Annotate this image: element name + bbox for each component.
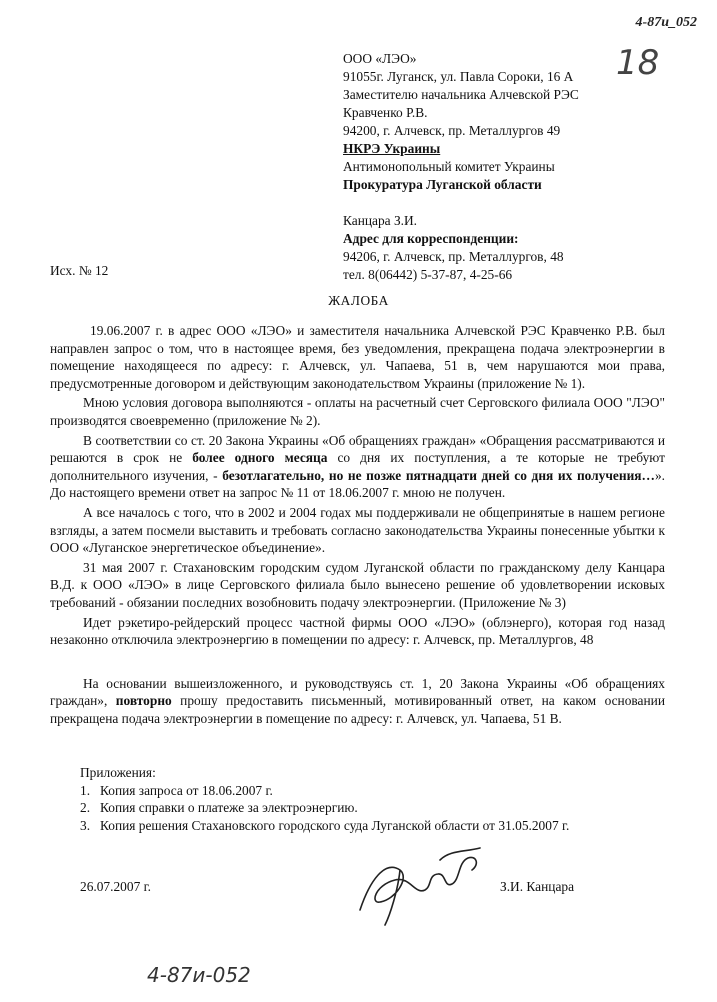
addressee-prosecutor: Прокуратура Луганской области — [343, 177, 542, 192]
addressee-line: Кравченко Р.В. — [343, 105, 428, 120]
document-id: 4-87и_052 — [635, 15, 697, 30]
paragraph-payments: Мною условия договора выполняются - оплаты на расчетный счет Серговского филиала ООО "ЛЭО" производятся своевременно (приложение № 2). — [50, 395, 665, 428]
addressee-line: Антимонопольный комитет Украины — [343, 159, 555, 174]
paragraph-law-citation: В соответствии со ст. 20 Закона Украины «Об обращениях граждан» «Обращения рассматриваются и решаются в срок не более одного месяца со дня их поступления, а те которые не требуют дополнительного изучения, - безотлагательно, но не позже пятнадцати дней со дня их получения…». До настоящего времени ответ на запрос № 11 от 18.06.2007 г. мною не получен. — [50, 432, 665, 501]
attachment-item: 1. Копия запроса от 18.06.2007 г. — [80, 782, 273, 798]
document-date: 26.07.2007 г. — [80, 879, 151, 894]
signer-name: З.И. Канцара — [500, 879, 575, 894]
paragraph-background: А все началось с того, что в 2002 и 2004 годах мы поддерживали не общепринятые в нашем регионе взгляды, а затем посмели выставить и требовать согласно законодательства Украины понесенные убытки к ООО «Луганское энергетическое объединение». — [50, 504, 665, 556]
addressee-line: ООО «ЛЭО» — [343, 51, 417, 66]
attachments-list — [80, 764, 670, 834]
paragraph-court-decision: 31 мая 2007 г. Стахановским городским судом Луганской области по гражданскому делу Канцара В.Д. к ООО «ЛЭО» в лице Серговского филиала было вынесено решение об удовлетворении исковых требований - обязании последних возобновить подачу электроэнергии. (Приложение № 3) — [50, 559, 665, 610]
sender-phone: тел. 8(06442) 5-37-87, 4-25-66 — [343, 267, 513, 282]
addressee-line: 94200, г. Алчевск, пр. Металлургов 49 — [343, 123, 561, 138]
addressee-line: 91055г. Луганск, ул. Павла Сороки, 16 А — [343, 69, 574, 84]
outgoing-number: Исх. № 12 — [50, 263, 109, 278]
document-title: ЖАЛОБА — [328, 293, 389, 308]
correspondence-address-label: Адрес для корреспонденции: — [343, 231, 519, 246]
handwritten-archive-ref — [145, 960, 265, 990]
attachment-item: 2. Копия справки о платеже за электроэнергию. — [80, 800, 358, 816]
addressee-spacer — [343, 194, 683, 212]
attachments-heading: Приложения: — [80, 765, 156, 780]
paragraph-request: 19.06.2007 г. в адрес ООО «ЛЭО» и заместителя начальника Алчевской РЭС Кравченко Р.В. был направлен запрос о том, что в настоящее время, без уведомления, прекращена подача электроэнергии в помещение находящееся по адресу: г. Алчевск, ул. Чапаева, 51 в, чем нарушаются мои права, предусмотренные договором и действующим законодательством Украины (приложение № 1). — [50, 323, 665, 391]
sender-address: 94206, г. Алчевск, пр. Металлургов, 48 — [343, 249, 564, 264]
paragraph-request-repeat: На основании вышеизложенного, и руководствуясь ст. 1, 20 Закона Украины «Об обращениях граждан», повторно прошу предоставить письменный, мотивированный ответ, на каком основании прекращена подача электроэнергии в помещение по адресу: г. Алчевск, ул. Чапаева, 51 В. — [50, 675, 666, 726]
svg-text:18: 18 — [616, 43, 660, 80]
handwritten-signature — [340, 840, 490, 930]
addressee-block — [343, 50, 683, 284]
paragraph-raider-process: Идет рэкетиро-рейдерский процесс частной фирмы ООО «ЛЭО» (облэнерго), которая год назад незаконно отключила электроэнергию в помещении по адресу: г. Алчевск, пр. Металлургов, 48 — [50, 614, 665, 648]
addressee-line: Заместителю начальника Алчевской РЭС — [343, 87, 579, 102]
svg-text:4-87и-052: 4-87и-052 — [147, 963, 251, 987]
attachment-item: 3. Копия решения Стахановского городского суда Луганской области от 31.05.2007 г. — [80, 817, 570, 833]
sender-name: Канцара З.И. — [343, 213, 418, 228]
addressee-nkre: НКРЭ Украины — [343, 141, 441, 156]
complaint-body — [50, 322, 665, 729]
